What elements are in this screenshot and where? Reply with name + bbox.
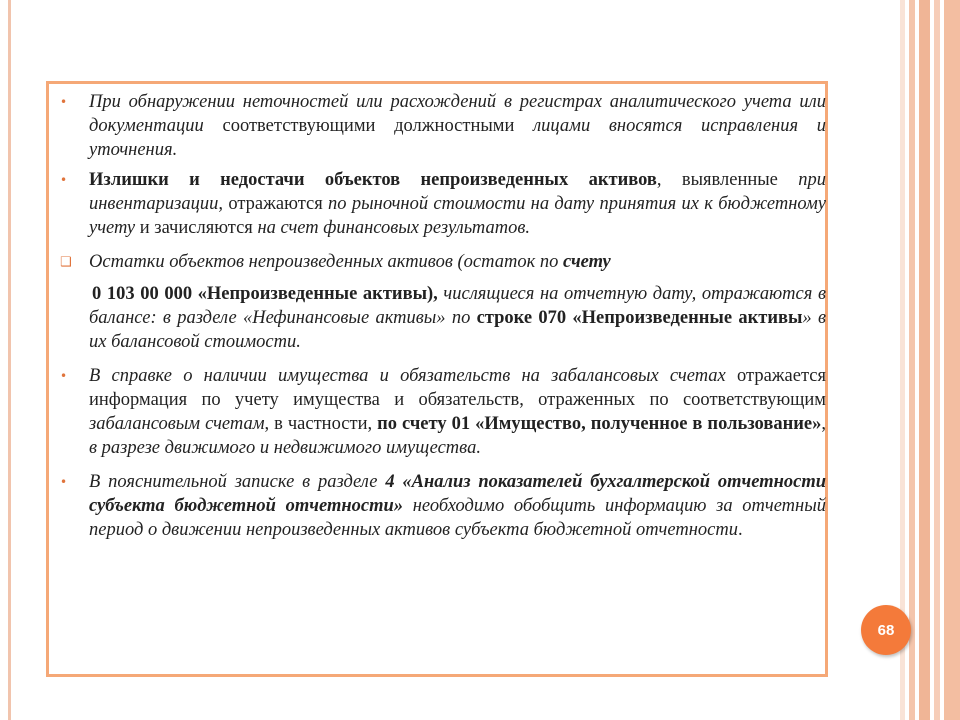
text-italic: необходимо обобщить информацию за отчетный период о движении (89, 496, 826, 540)
paragraph-corrections (60, 90, 827, 162)
text-italic: В пояснительной записке в разделе (89, 472, 386, 492)
slide-body (60, 90, 827, 552)
content-frame (46, 81, 828, 677)
paragraph-off-balance (60, 364, 827, 460)
stripe (944, 0, 960, 720)
text-italic: » в их балансовой стоимости. (89, 308, 826, 352)
text-bold: по счету 01 «Имущество, полученное в пользование» (377, 414, 822, 434)
text-italic: числящиеся на отчетную дату, отражаются в балансе: в разделе «Нефинансовые активы» по (89, 284, 826, 328)
text-bold: строке 070 «Непроизведенные активы (476, 308, 803, 328)
decorative-stripes (900, 0, 960, 720)
paragraph-explanatory-note (60, 470, 826, 542)
paragraph-surpluses (60, 168, 826, 240)
text-bold-italic: счету (562, 252, 611, 272)
text-regular: соответствующими должностными (222, 116, 515, 136)
text-italic: в разрезе движимого и недвижимого имущества. (89, 438, 481, 458)
text-regular: отражаются (223, 194, 329, 214)
text-regular: и зачисляются (135, 218, 258, 238)
text-regular: , выявленные (656, 170, 799, 190)
bullet-icon: • (60, 95, 68, 109)
bullet-icon: • (60, 369, 68, 383)
slide-number-badge: 68 (861, 605, 911, 655)
text-italic: Остатки объектов непроизведенных активов (остаток по (89, 252, 563, 272)
square-bullet-icon: ❑ (60, 255, 72, 270)
stripe (919, 0, 930, 720)
text-italic: по рыночной стоимости на дату принятия их к бюджетному учету (89, 194, 826, 238)
stripe (934, 0, 940, 720)
bullet-icon: • (60, 173, 68, 187)
text-regular: . (737, 520, 743, 540)
text-italic: В справке о наличии имущества и обязательств на забалансовых счетах (89, 366, 726, 386)
text-italic: При обнаружении неточностей или расхождений в регистрах аналитического учета или документации (89, 92, 826, 136)
bullet-icon: • (60, 475, 68, 489)
text-regular: , (821, 414, 826, 434)
text-italic: на счет финансовых результатов. (257, 218, 531, 238)
paragraph-account-0103 (89, 282, 826, 354)
text-bold: Излишки и недостачи объектов непроизведенных активов (89, 170, 657, 190)
text-regular: отражается информация по учету имущества и обязательств, отраженных по соответствующим (89, 366, 827, 410)
stripe (909, 0, 915, 720)
left-edge-line (8, 0, 11, 720)
text-italic: при инвентаризации, (89, 170, 826, 214)
text-italic: забалансовым счетам (89, 414, 265, 434)
text-bold-italic: 4 «Анализ показателей бухгалтерской отчетности субъекта бюджетной отчетности» (89, 472, 826, 516)
text-regular: , в частности, (264, 414, 378, 434)
paragraph-balances (60, 250, 826, 274)
text-italic: лицами вносятся исправления и уточнения. (89, 116, 827, 160)
text-bold: 0 103 00 000 «Непроизведенные активы), (92, 284, 438, 304)
text-italic: непроизведенных активов субъекта бюджетной отчетности (245, 520, 738, 540)
